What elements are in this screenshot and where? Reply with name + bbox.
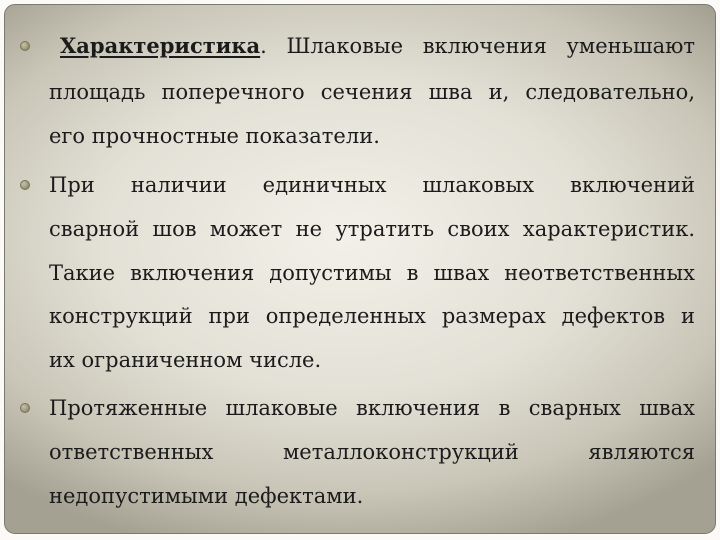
bullet-line: Такие включения допустимы в швах неответственных — [49, 261, 695, 285]
bullet-line: При наличии единичных шлаковых включений — [49, 173, 695, 197]
bullet-line: площадь поперечного сечения шва и, следовательно, — [49, 80, 695, 104]
bullet-line: недопустимыми дефектами. — [49, 484, 364, 508]
bullet-line: их ограниченном числе. — [49, 348, 322, 372]
bullet-dot-icon — [20, 180, 30, 190]
bullet-line: его прочностные показатели. — [49, 124, 380, 148]
bullet-line: конструкций при определенных размерах дефектов и — [49, 304, 695, 328]
bullet-dot-icon — [20, 41, 30, 51]
term-heading: Характеристика — [60, 34, 261, 58]
bullet-line: Протяженные шлаковые включения в сварных швах — [49, 396, 695, 420]
content-panel — [4, 4, 716, 534]
bullet-line: ответственных металлоконструкций являются — [49, 440, 695, 464]
line-text: Шлаковые включения уменьшают — [286, 34, 695, 58]
bullet-line — [60, 34, 695, 58]
bullet-dot-icon — [20, 403, 30, 413]
term-suffix: . — [260, 34, 267, 58]
bullet-line: сварной шов может не утратить своих характеристик. — [49, 217, 695, 241]
